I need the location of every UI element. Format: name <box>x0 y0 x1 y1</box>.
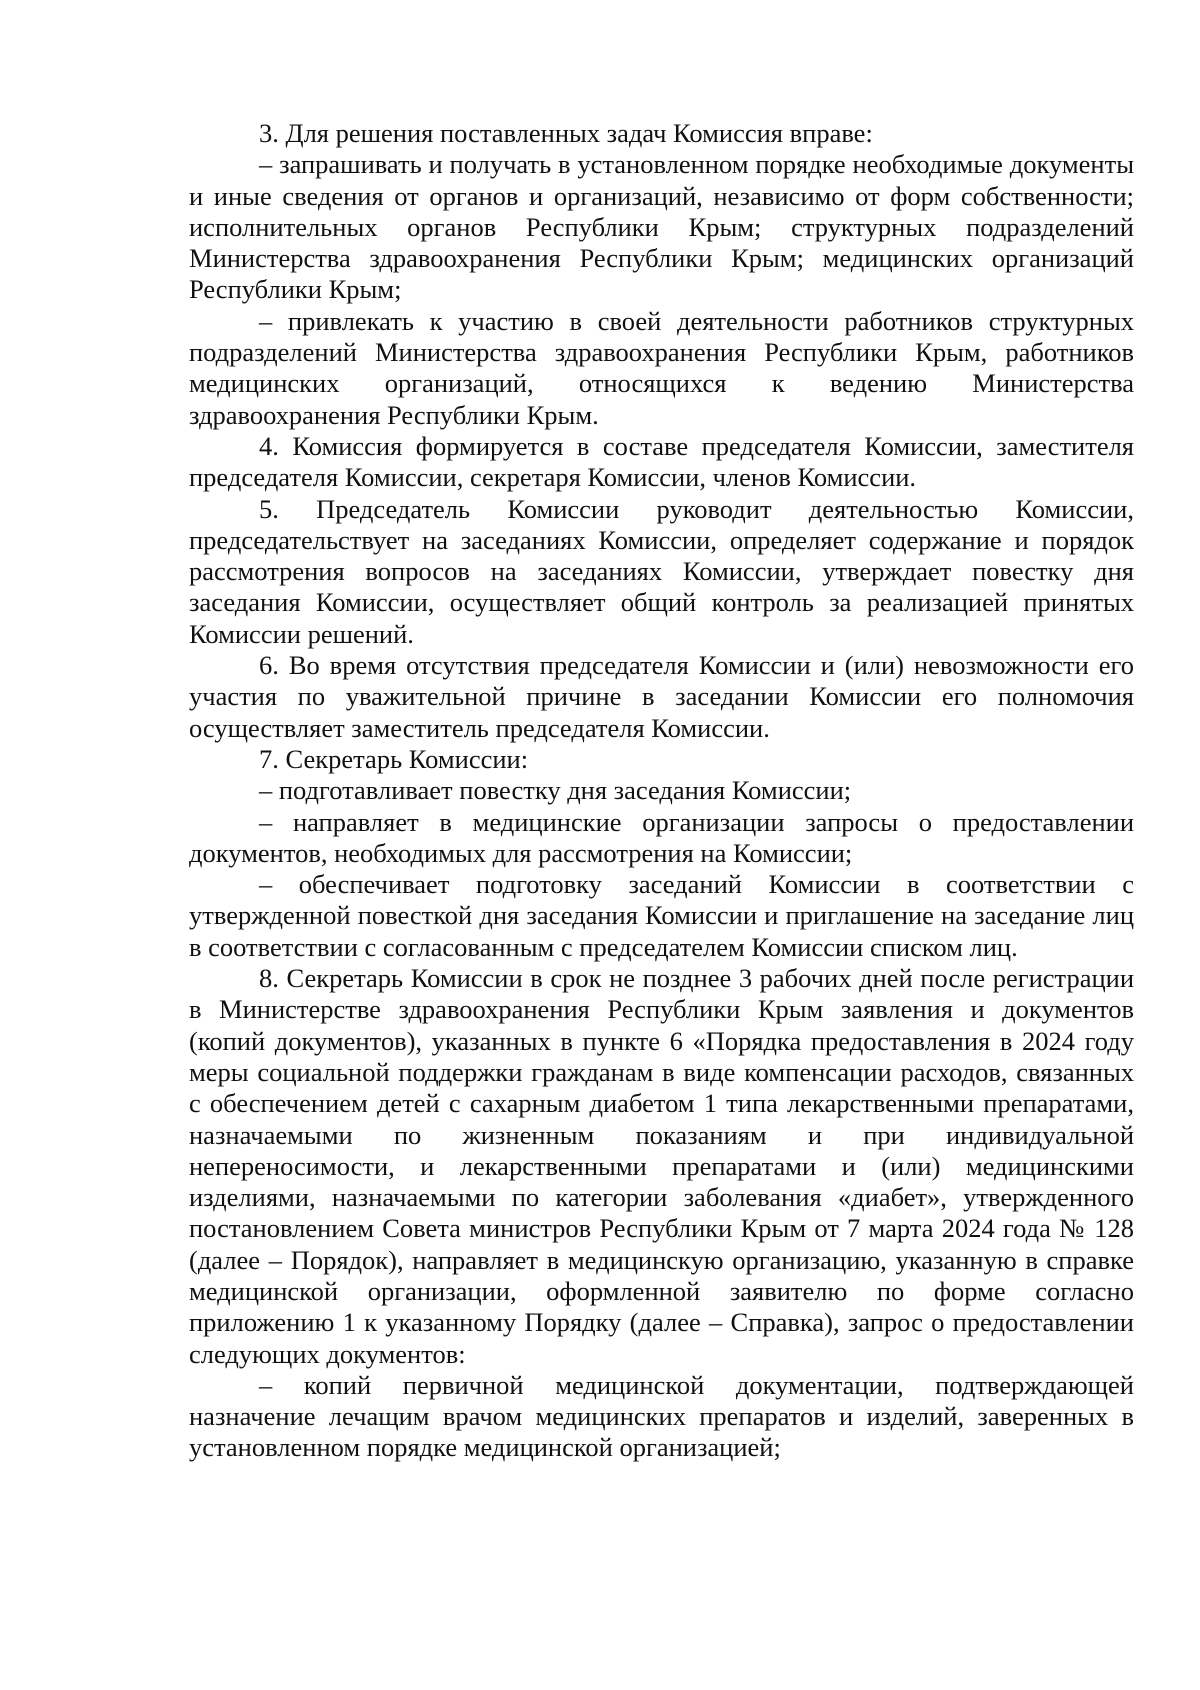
paragraph-7-preparation: – обеспечивает подготовку заседаний Комиссии в соответствии с утвержденной повесткой дня заседания Комиссии и приглашение на заседание лиц в соответствии с согласованным с председателем Комиссии списком лиц. <box>189 869 1134 962</box>
paragraph-4-composition: 4. Комиссия формируется в составе председателя Комиссии, заместителя председателя Комиссии, секретаря Комиссии, членов Комиссии. <box>189 430 1134 493</box>
paragraph-6-deputy: 6. Во время отсутствия председателя Комиссии и (или) невозможности его участия по уважительной причине в заседании Комиссии его полномочия осуществляет заместитель председателя Комиссии. <box>189 650 1134 743</box>
paragraph-8-medical-copies: – копий первичной медицинской документации, подтверждающей назначение лечащим врачом медицинских препаратов и изделий, заверенных в установленном порядке медицинской организацией; <box>189 1369 1134 1463</box>
paragraph-7-requests: – направляет в медицинские организации запросы о предоставлении документов, необходимых для рассмотрения на Комиссии; <box>189 806 1134 868</box>
paragraph-7-secretary: 7. Секретарь Комиссии: <box>259 743 529 774</box>
paragraph-3-involve-workers: – привлекать к участию в своей деятельности работников структурных подразделений Министерства здравоохранения Республики Крым, работников медицинских организаций, относящихся к ведению Министерства здравоохранения Республики Крым. <box>189 305 1134 430</box>
document-page <box>189 118 1134 1464</box>
paragraph-7-agenda: – подготавливает повестку дня заседания Комиссии; <box>259 775 852 806</box>
paragraph-8-secretary-deadline: 8. Секретарь Комиссии в срок не позднее 3 рабочих дней после регистрации в Министерстве здравоохранения Республики Крым заявления и документов (копий документов), указанных в пункте 6 «Порядка предоставления в 2024 году меры социальной поддержки гражданам в виде компенсации расходов, связанных с обеспечением детей с сахарным диабетом 1 типа лекарственными препаратами, назначаемыми по жизненным показаниям и при индивидуальной непереносимости, и лекарственными препаратами и (или) медицинскими изделиями, назначаемыми по категории заболевания «диабет», утвержденного постановлением Совета министров Республики Крым от 7 марта 2024 года № 128 (далее – Порядок), направляет в медицинскую организацию, указанную в справке медицинской организации, оформленной заявителю по форме согласно приложению 1 к указанному Порядку (далее – Справка), запрос о предоставлении следующих документов: <box>189 963 1134 1369</box>
paragraph-5-chairman: 5. Председатель Комиссии руководит деятельностью Комиссии, председательствует на заседаниях Комиссии, определяет содержание и порядок рассмотрения вопросов на заседаниях Комиссии, утверждает повестку дня заседания Комиссии, осуществляет общий контроль за реализацией принятых Комиссии решений. <box>189 493 1134 649</box>
paragraph-3-intro: 3. Для решения поставленных задач Комиссия вправе: <box>259 118 873 148</box>
paragraph-3-request-documents: – запрашивать и получать в установленном порядке необходимые документы и иные сведения от органов и организаций, независимо от форм собственности; исполнительных органов Республики Крым; структурных подразделений Министерства здравоохранения Республики Крым; медицинских организаций Республики Крым; <box>189 149 1134 305</box>
